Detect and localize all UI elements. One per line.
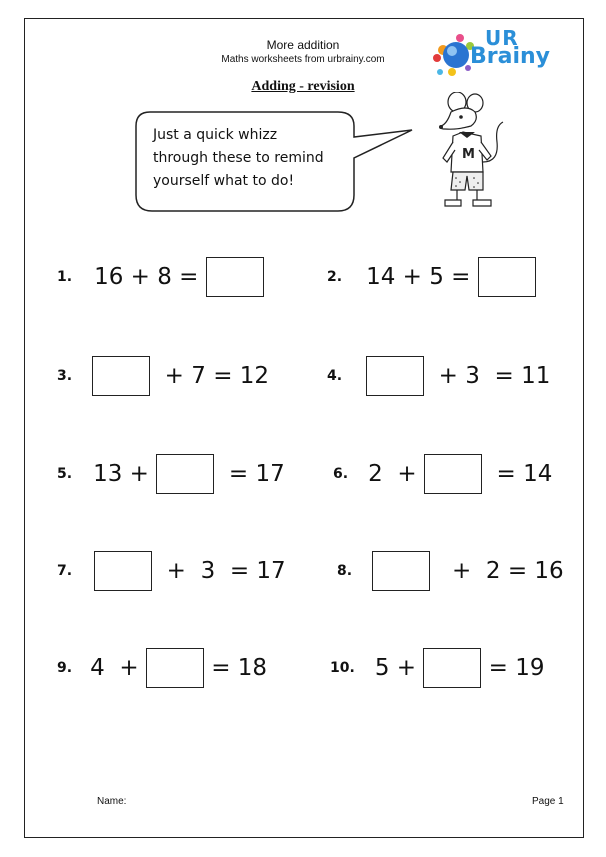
- question-8: [337, 549, 564, 593]
- question-5: [57, 452, 285, 496]
- speech-line: through these to remind: [153, 150, 324, 166]
- page-number: Page 1: [532, 796, 564, 807]
- equation-text: 4 +: [90, 655, 146, 681]
- question-10: [330, 646, 545, 690]
- question-number: 2.: [327, 269, 343, 285]
- equation-text: 5 +: [374, 655, 424, 681]
- equation-text: 2 +: [368, 461, 424, 487]
- question-number: 4.: [327, 368, 343, 384]
- answer-box[interactable]: [478, 257, 536, 297]
- equation-text: = 19: [481, 655, 545, 681]
- answer-box[interactable]: [424, 454, 482, 494]
- equation-text: = 17: [214, 461, 285, 487]
- speech-line: yourself what to do!: [153, 173, 295, 189]
- logo-ur: UR: [485, 26, 519, 50]
- equation-text: + 7 = 12: [150, 363, 270, 389]
- equation-text: 13 +: [93, 461, 157, 487]
- question-number: 5.: [57, 466, 73, 482]
- question-number: 3.: [57, 368, 73, 384]
- question-2: [327, 255, 536, 299]
- answer-box[interactable]: [146, 648, 204, 688]
- equation-text: = 14: [481, 461, 553, 487]
- question-4: [327, 354, 550, 398]
- question-number: 8.: [337, 563, 353, 579]
- mascot-shirt-letter: M: [462, 147, 475, 162]
- question-number: 1.: [57, 269, 73, 285]
- question-9: [57, 646, 267, 690]
- answer-box[interactable]: [366, 356, 424, 396]
- logo-brainy: Brainy: [470, 44, 551, 69]
- worksheet-heading: Adding - revision: [251, 79, 355, 94]
- answer-box[interactable]: [156, 454, 214, 494]
- question-7: [57, 549, 286, 593]
- question-number: 9.: [57, 660, 73, 676]
- equation-text: = 18: [203, 655, 268, 681]
- answer-box[interactable]: [206, 257, 264, 297]
- answer-box[interactable]: [423, 648, 481, 688]
- question-number: 7.: [57, 563, 73, 579]
- question-number: 10.: [330, 660, 355, 676]
- answer-box[interactable]: [372, 551, 430, 591]
- question-6: [333, 452, 552, 496]
- worksheet-source: Maths worksheets from urbrainy.com: [221, 54, 385, 65]
- equation-text: + 3 = 11: [424, 363, 551, 389]
- name-label: Name:: [97, 796, 127, 807]
- equation-text: + 3 = 17: [152, 558, 286, 584]
- equation-text: 16 + 8 =: [94, 264, 206, 290]
- answer-box[interactable]: [94, 551, 152, 591]
- worksheet-title: More addition: [266, 38, 340, 52]
- equation-text: + 2 = 16: [430, 558, 564, 584]
- speech-bubble-text: [153, 124, 343, 193]
- mouse-mascot-icon: [437, 92, 507, 217]
- question-1: [57, 255, 264, 299]
- question-number: 6.: [333, 466, 349, 482]
- question-3: [57, 354, 269, 398]
- equation-text: 14 + 5 =: [366, 264, 478, 290]
- answer-box[interactable]: [92, 356, 150, 396]
- speech-line: Just a quick whizz: [153, 127, 278, 143]
